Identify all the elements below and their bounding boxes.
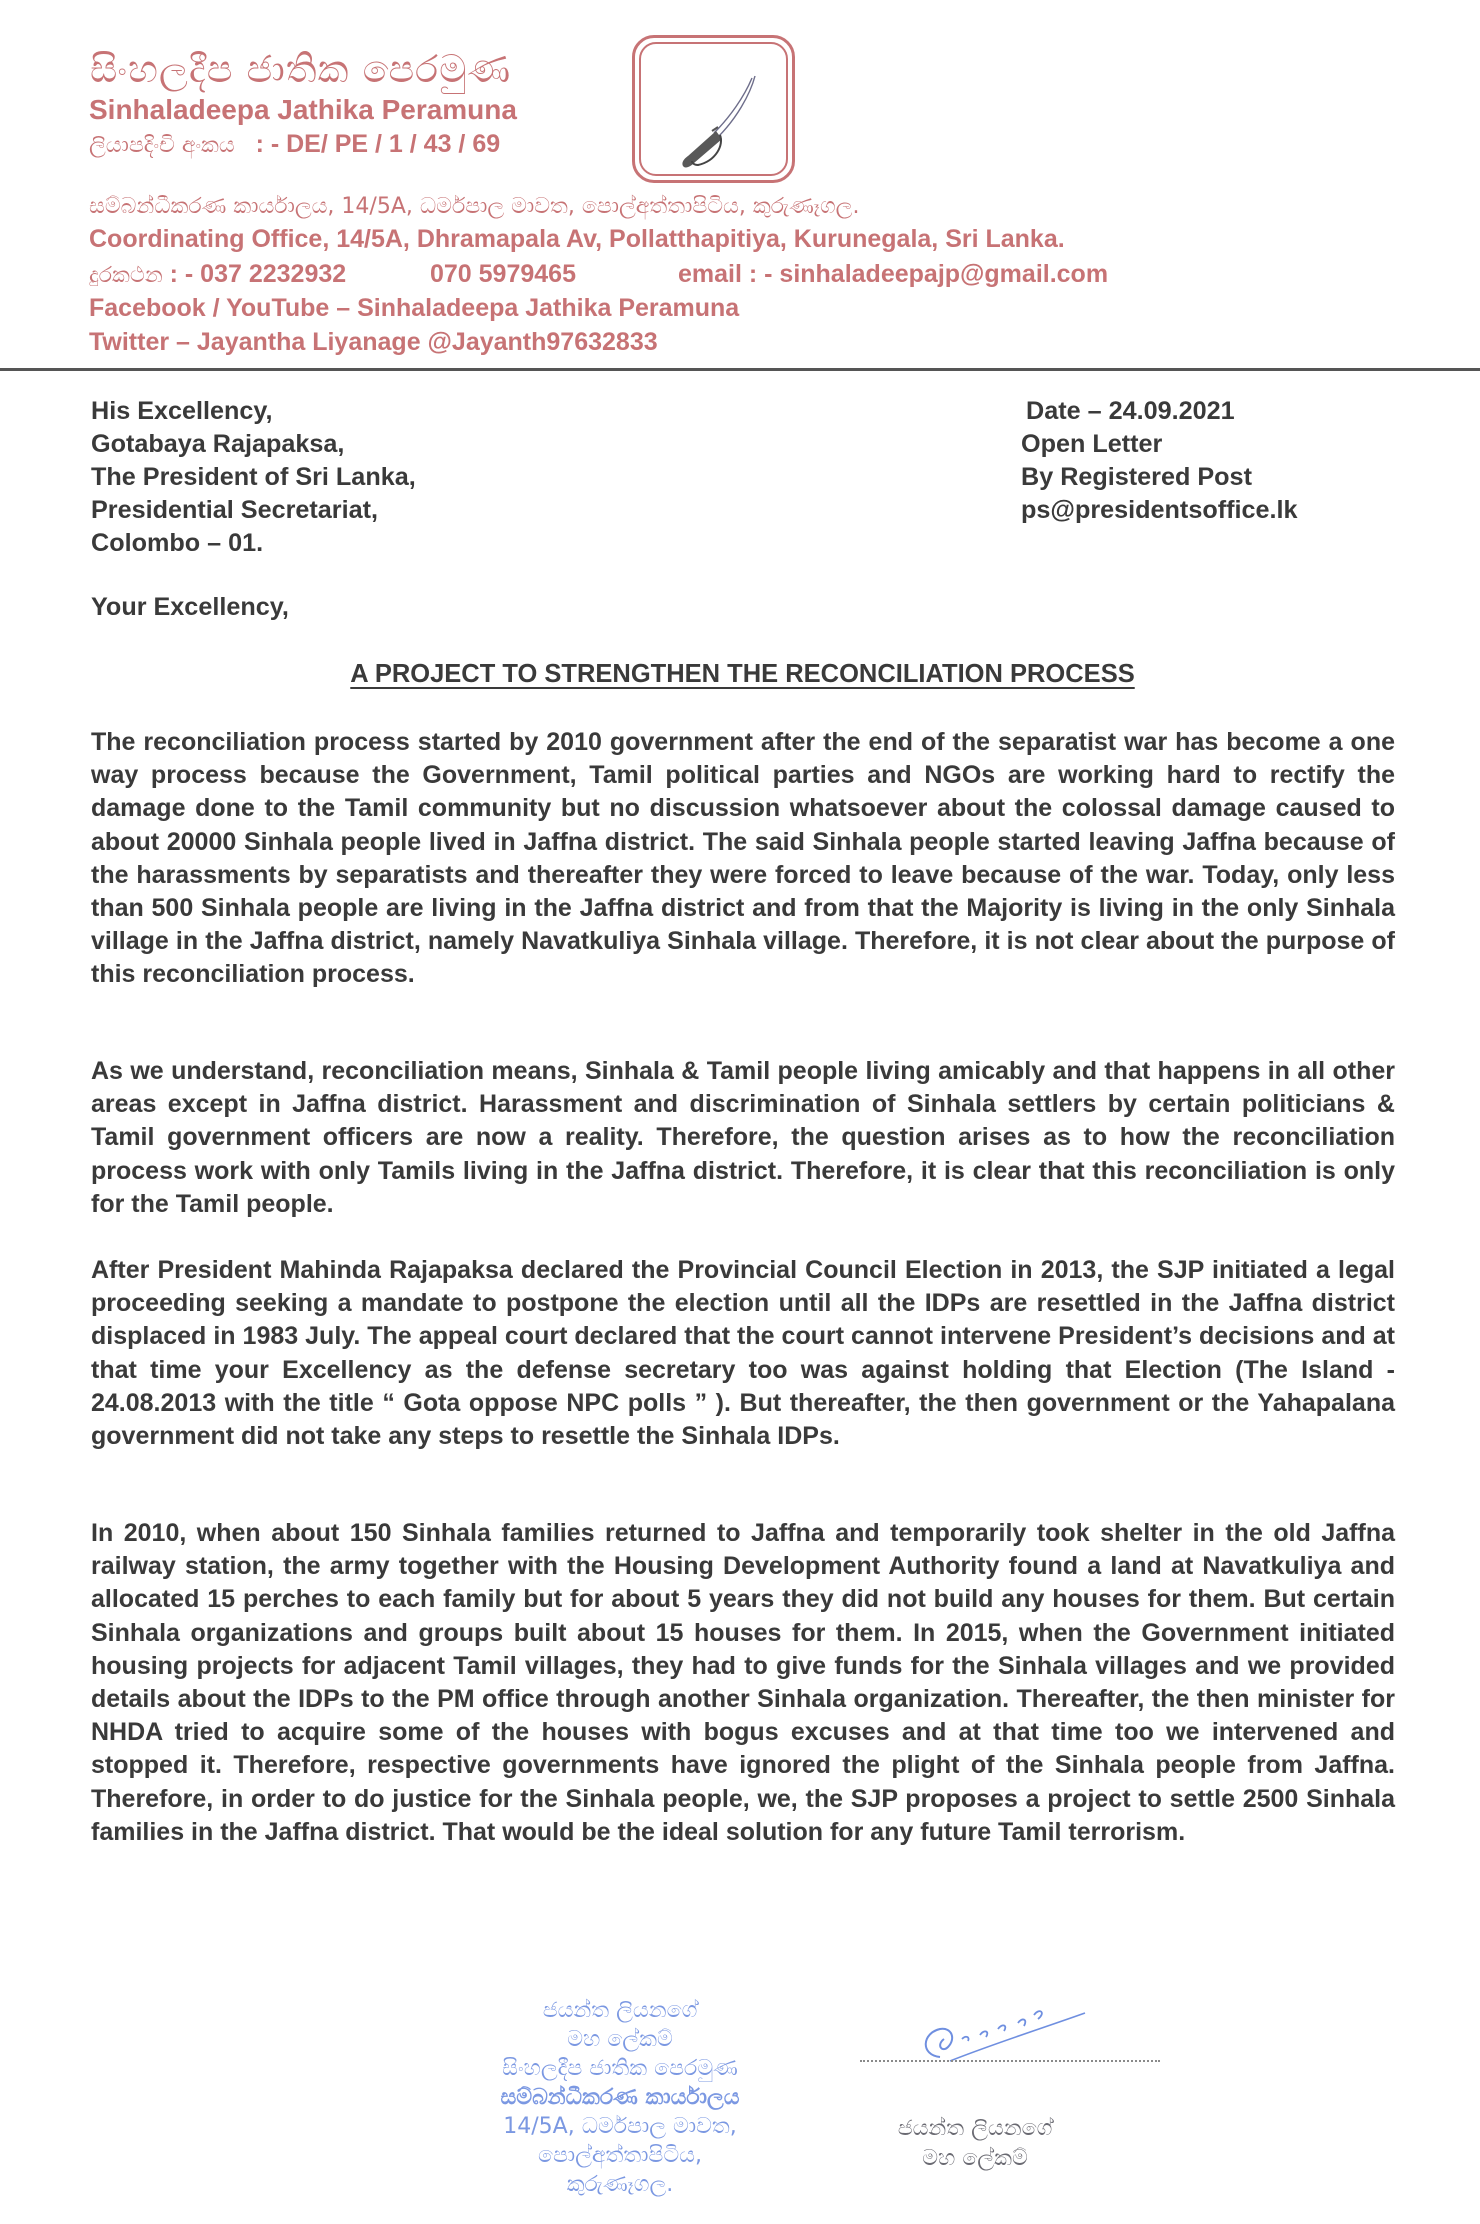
paragraph-4: In 2010, when about 150 Sinhala families returned to Jaffna and temporarily took shelter in the old Jaffna railway station, the army together with the Housing Development Authority found a land at Navatkuliya and allocated 15 perches to each family but for about 5 years they did not build any houses for them. But certain Sinhala organizations and groups built about 15 houses for them. In 2015, when the Government initiated housing projects for adjacent Tamil villages, they had to give funds for the Sinhala villages and we provided details about the IDPs to the PM office through another Sinhala organization. Thereafter, the then minister for NHDA tried to acquire some of the houses with bogus excuses and at that time too we intervened and stopped it. Therefore, respective governments have ignored the plight of the Sinhala people from Jaffna. Therefore, in order to do justice for the Sinhala people, we, the SJP proposes a project to settle 2500 Sinhala families in the Jaffna district. That would be the ideal solution for any future Tamil terrorism. [91,1519,1395,1846]
stamp-line: ජයන්ත ලියනගේ [542,1998,698,2023]
salutation: Your Excellency, [91,593,289,621]
recipient-line: Presidential Secretariat, [91,496,378,524]
handwritten-signature-icon [900,1995,1130,2075]
paragraph-3: After President Mahinda Rajapaksa declared the Provincial Council Election in 2013, the SJP initiated a legal proceeding seeking a mandate to postpone the election until all the IDPs are resettled in the Jaffna district displaced in 1983 July. The appeal court declared that the court cannot intervene President’s decisions and at that time your Excellency as the defense secretary too was against holding that Election (The Island - 24.08.2013 with the title “ Gota oppose NPC polls ” ). But thereafter, the then government or the Yahapalana government did not take any steps to resettle the Sinhala IDPs. [91,1256,1395,1451]
signature-line [860,2060,1160,2062]
meta-block [1021,395,1298,527]
phone-2: 070 5979465 [430,260,576,288]
phone-line [89,262,346,287]
social-twitter: Twitter – Jayantha Liyanage @Jayanth97632833 [89,328,658,356]
stamp-line: 14/5A, ධර්මපාල මාවත, පොල්අත්තාපිටිය, [503,2114,737,2168]
letter-date: Date – 24.09.2021 [1026,397,1235,425]
registration-label: ලියාපදිංචි අංකය [89,133,235,158]
signatory-title: මහ ලේකම් [922,2146,1028,2171]
address-sinhala-text: සම්බන්ධීකරණ කාර්යාලය, 14/5A, ධර්මපාල මාවත, පොල්අත්තාපිටිය, කුරුණෑගල. [89,194,860,219]
phone-1: : - 037 2232932 [169,260,347,288]
registration-line [89,132,500,157]
recipient-line: Gotabaya Rajapaksa, [91,430,345,458]
recipient-block [91,395,416,560]
signatory-block [830,2114,1120,2174]
recipient-email: ps@presidentsoffice.lk [1021,496,1298,524]
signatory-name: ජයන්ත ලියනගේ [897,2116,1053,2141]
org-name-english: Sinhaladeepa Jathika Peramuna [89,94,517,125]
org-email: email : - sinhaladeepajp@gmail.com [678,260,1109,288]
party-logo [632,35,795,183]
delivery-method: By Registered Post [1021,463,1252,491]
registration-number: : - DE/ PE / 1 / 43 / 69 [255,130,501,158]
header-divider [0,368,1480,371]
official-stamp [430,1996,810,2199]
stamp-line: කුරුණෑගල. [566,2172,674,2197]
address-sinhala [89,193,859,218]
paragraph-1: The reconciliation process started by 2010 government after the end of the separatist war has become a one way process because the Government, Tamil political parties and NGOs are working hard to rectify the damage done to the Tamil community but no discussion whatsoever about the colossal damage caused to about 20000 Sinhala people lived in Jaffna district. The said Sinhala people started leaving Jaffna because of the harassments by separatists and thereafter they were forced to leave because of the war. Today, only less than 500 Sinhala people are living in the Jaffna district and from that the Majority is living in the only Sinhala village in the Jaffna district, namely Navatkuliya Sinhala village. Therefore, it is not clear about the purpose of this reconciliation process. [91,728,1395,989]
recipient-line: The President of Sri Lanka, [91,463,416,491]
stamp-line: සම්බන්ධීකරණ කාර්යාලය [500,2085,740,2110]
sword-emblem-icon [632,35,795,183]
address-english: Coordinating Office, 14/5A, Dhramapala Av, Pollatthapitiya, Kurunegala, Sri Lanka. [89,225,1065,253]
paragraph-2: As we understand, reconciliation means, Sinhala & Tamil people living amicably and that happens in all other areas except in Jaffna district. Harassment and discrimination of Sinhala settlers by certain politicians & Tamil government officers are now a reality. Therefore, the question arises as to how the reconciliation process work with only Tamils living in the Jaffna district. Therefore, it is clear that this reconciliation is only for the Tamil people. [91,1057,1395,1218]
org-name-sinhala: සිංහලදීප ජාතික පෙරමුණ [90,47,512,91]
stamp-line: සිංහලදීප ජාතික පෙරමුණ [502,2056,738,2081]
stamp-line: මහ ලේකම් [567,2027,673,2052]
subject-heading: A PROJECT TO STRENGTHEN THE RECONCILIATION PROCESS [350,660,1135,688]
recipient-line: Colombo – 01. [91,529,264,557]
recipient-line: His Excellency, [91,397,273,425]
letter-type: Open Letter [1021,430,1163,458]
social-facebook-youtube: Facebook / YouTube – Sinhaladeepa Jathika Peramuna [89,294,740,322]
phone-label: දුරකථන [89,263,163,288]
